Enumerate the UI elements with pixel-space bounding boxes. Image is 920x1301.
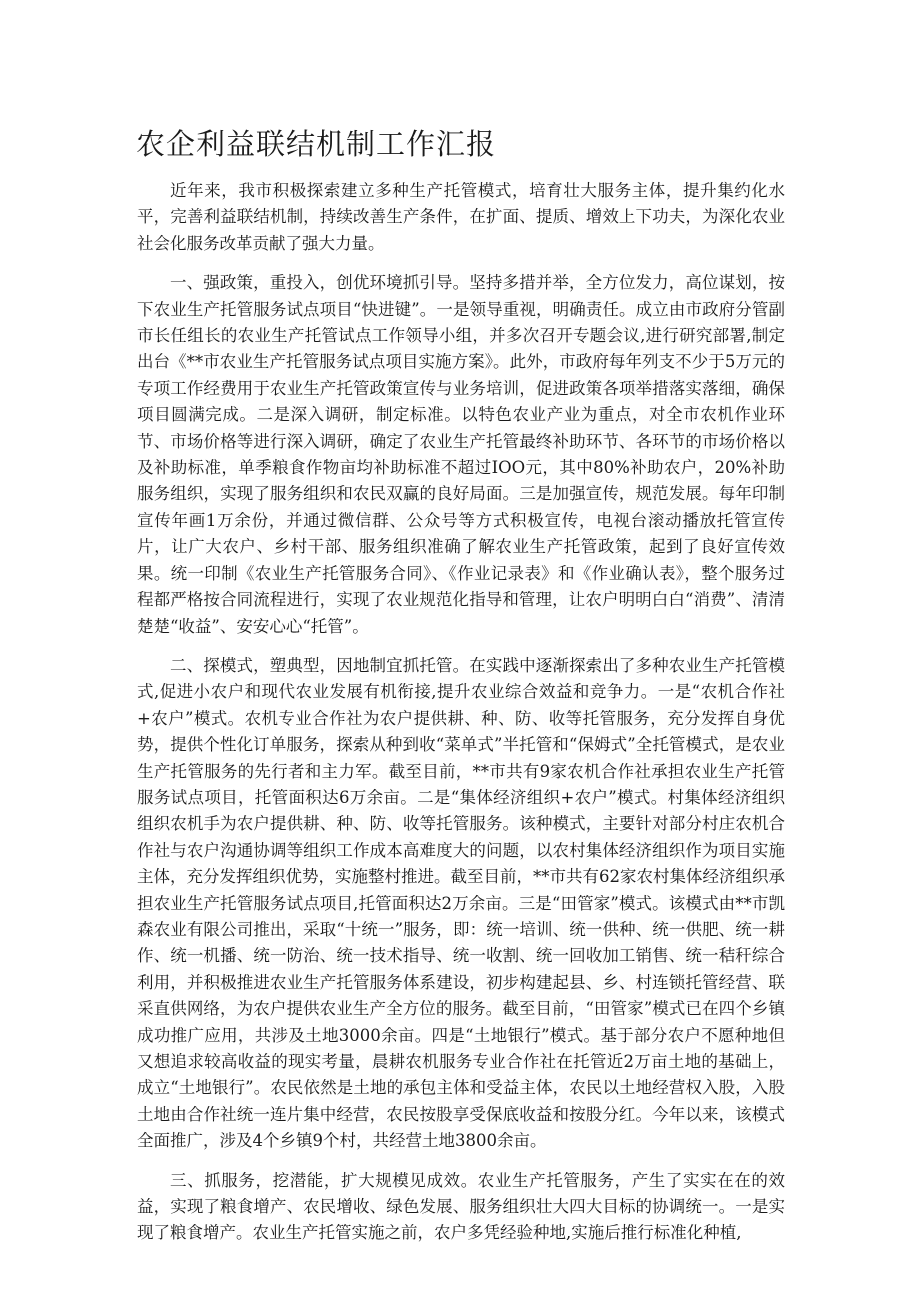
document-body [137, 178, 785, 1260]
paragraph-section-3: 三、抓服务，挖潜能，扩大规模见成效。农业生产托管服务，产生了实实在在的效益，实现了粮食增产、农民增收、绿色发展、服务组织壮大四大目标的协调统一。一是实现了粮食增产。农业生产托管实施之前，农户多凭经验种地,实施后推行标准化种植, [137, 1170, 785, 1243]
paragraph-section-1: 一、强政策，重投入，创优环境抓引导。坚持多措并举，全方位发力，高位谋划，按下农业生产托管服务试点项目“快进键”。一是领导重视，明确责任。成立由市政府分管副市长任组长的农业生产托管试点工作领导小组，并多次召开专题会议,进行研究部署,制定出台《**市农业生产托管服务试点项目实施方案》。此外，市政府每年列支不少于5万元的专项工作经费用于农业生产托管政策宣传与业务培训，促进政策各项举措落实落细，确保项目圆满完成。二是深入调研，制定标准。以特色农业产业为重点，对全市农机作业环节、市场价格等进行深入调研，确定了农业生产托管最终补助环节、各环节的市场价格以及补助标准，单季粮食作物亩均补助标准不超过IOO元，其中80%补助农户，20%补助服务组织，实现了服务组织和农民双赢的良好局面。三是加强宣传，规范发展。每年印制宣传年画1万余份，并通过微信群、公众号等方式积极宣传，电视台滚动播放托管宣传片，让广大农户、乡村干部、服务组织准确了解农业生产托管政策，起到了良好宣传效果。统一印制《农业生产托管服务合同》、《作业记录表》和《作业确认表》，整个服务过程都严格按合同流程进行，实现了农业规范化指导和管理，让农户明明白白“消费”、清清楚楚“收益”、安安心心“托管”。 [137, 273, 785, 636]
paragraph-intro: 近年来，我市积极探索建立多种生产托管模式，培育壮大服务主体，提升集约化水平，完善利益联结机制，持续改善生产条件，在扩面、提质、增效上下功夫，为深化农业社会化服务改革贡献了强大力量。 [137, 181, 785, 253]
document-title: 农企利益联结机制工作汇报 [136, 127, 497, 161]
paragraph-section-2: 二、探模式，塑典型，因地制宜抓托管。在实践中逐渐探索出了多种农业生产托管模式,促进小农户和现代农业发展有机衔接,提升农业综合效益和竞争力。一是“农机合作社+农户”模式。农机专业合作社为农户提供耕、种、防、收等托管服务，充分发挥自身优势，提供个性化订单服务，探索从种到收“菜单式”半托管和“保姆式”全托管模式，是农业生产托管服务的先行者和主力军。截至目前，**市共有9家农机合作社承担农业生产托管服务试点项目，托管面积达6万余亩。二是“集体经济组织+农户”模式。村集体经济组织组织农机手为农户提供耕、种、防、收等托管服务。该种模式，主要针对部分村庄农机合作社与农户沟通协调等组织工作成本高难度大的问题，以农村集体经济组织作为项目实施主体，充分发挥组织优势，实施整村推进。截至目前，**市共有62家农村集体经济组织承担农业生产托管服务试点项目,托管面积达2万余亩。三是“田管家”模式。该模式由**市凯森农业有限公司推出，采取“十统一”服务，即：统一培训、统一供种、统一供肥、统一耕作、统一机播、统一防治、统一技术指导、统一收割、统一回收加工销售、统一秸秆综合利用，并积极推进农业生产托管服务体系建设，初步构建起县、乡、村连锁托管经营、联采直供网络，为农户提供农业生产全方位的服务。截至目前，“田管家”模式已在四个乡镇成功推广应用，共涉及土地3000余亩。四是“土地银行”模式。基于部分农户不愿种地但又想追求较高收益的现实考量，晨耕农机服务专业合作社在托管近2万亩土地的基础上，成立“土地银行”。农民依然是土地的承包主体和受益主体，农民以土地经营权入股，入股土地由合作社统一连片集中经营，农民按股享受保底收益和按股分红。今年以来，该模式全面推广，涉及4个乡镇9个村，共经营土地3800余亩。 [137, 655, 785, 1151]
